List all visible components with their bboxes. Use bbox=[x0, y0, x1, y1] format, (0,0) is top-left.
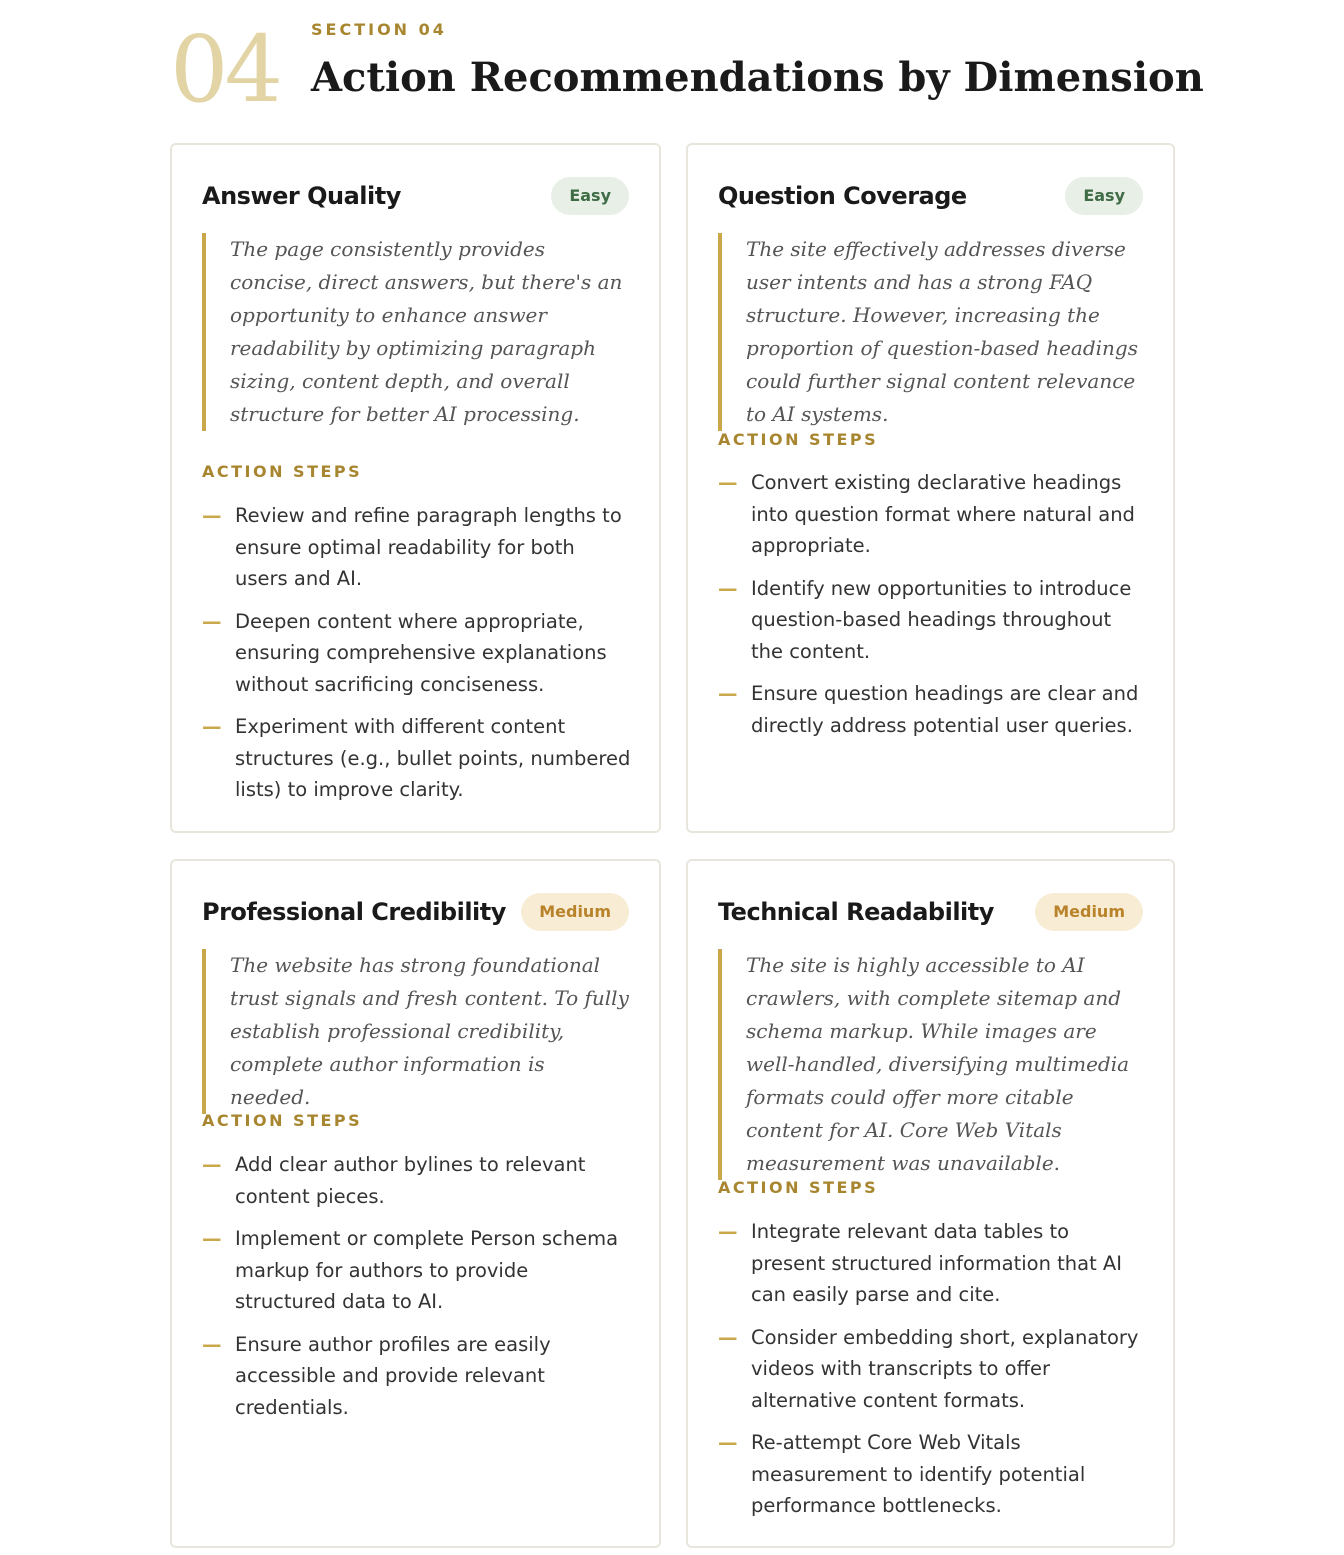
step-text: Implement or complete Person schema markup for authors to provide structured data to AI. bbox=[235, 1227, 619, 1313]
action-steps-label: ACTION STEPS bbox=[718, 430, 879, 449]
list-item bbox=[718, 678, 1147, 741]
section-eyebrow: SECTION 04 bbox=[311, 20, 447, 39]
list-item bbox=[718, 1216, 1147, 1311]
list-item bbox=[202, 1149, 633, 1212]
dash-icon: — bbox=[202, 504, 222, 527]
list-item bbox=[718, 1427, 1147, 1522]
card-technical-readability bbox=[686, 859, 1175, 1548]
card-header bbox=[718, 177, 1143, 215]
list-item bbox=[718, 1322, 1147, 1417]
page-title: Action Recommendations by Dimension bbox=[311, 54, 1204, 101]
dash-icon: — bbox=[202, 1153, 222, 1176]
dash-icon: — bbox=[718, 471, 738, 494]
dash-icon: — bbox=[718, 1431, 738, 1454]
list-item bbox=[718, 467, 1147, 562]
dash-icon: — bbox=[718, 1325, 738, 1349]
step-text: Re-attempt Core Web Vitals measurement to identify potential performance bottlenecks. bbox=[751, 1431, 1086, 1517]
card-answer-quality bbox=[170, 143, 661, 833]
card-professional-credibility bbox=[170, 859, 661, 1548]
step-text: Integrate relevant data tables to present structured information that AI can easily parse and cite. bbox=[751, 1220, 1123, 1306]
list-item bbox=[202, 1329, 633, 1424]
step-text: Add clear author bylines to relevant content pieces. bbox=[235, 1153, 586, 1208]
card-summary: The site is highly accessible to AI crawlers, with complete sitemap and schema markup. While images are well-handled, diversifying multimedia formats could offer more citable content for AI. Core Web Vitals measurement was unavailable. bbox=[718, 949, 1143, 1180]
dash-icon: — bbox=[202, 715, 222, 738]
difficulty-badge: Medium bbox=[1035, 893, 1143, 931]
list-item bbox=[202, 1223, 633, 1318]
card-header bbox=[202, 893, 629, 931]
dash-icon: — bbox=[202, 1227, 222, 1250]
card-title: Professional Credibility bbox=[202, 898, 506, 926]
list-item bbox=[202, 711, 633, 806]
difficulty-badge: Easy bbox=[1065, 177, 1143, 215]
dash-icon: — bbox=[718, 682, 738, 705]
section-header bbox=[170, 16, 1204, 123]
card-summary: The page consistently provides concise, direct answers, but there's an opportunity to enhance answer readability by optimizing paragraph sizing, content depth, and overall structure for better AI processing. bbox=[202, 233, 629, 431]
card-header bbox=[718, 893, 1143, 931]
dash-icon: — bbox=[718, 576, 738, 600]
card-header bbox=[202, 177, 629, 215]
dash-icon: — bbox=[718, 1220, 738, 1243]
step-text: Ensure question headings are clear and directly address potential user queries. bbox=[751, 682, 1139, 737]
step-text: Experiment with different content structures (e.g., bullet points, numbered lists) to improve clarity. bbox=[235, 715, 631, 801]
action-steps-list bbox=[202, 1149, 633, 1434]
step-text: Identify new opportunities to introduce question-based headings throughout the content. bbox=[751, 576, 1132, 663]
list-item bbox=[718, 573, 1147, 668]
card-summary: The site effectively addresses diverse user intents and has a strong FAQ structure. However, increasing the proportion of question-based headings could further signal content relevance to AI systems. bbox=[718, 233, 1143, 431]
action-steps-label: ACTION STEPS bbox=[202, 462, 363, 481]
action-steps-label: ACTION STEPS bbox=[202, 1111, 363, 1130]
difficulty-badge: Easy bbox=[551, 177, 629, 215]
step-text: Review and refine paragraph lengths to ensure optimal readability for both users and AI. bbox=[235, 504, 622, 590]
action-steps-list bbox=[202, 500, 633, 817]
card-question-coverage bbox=[686, 143, 1175, 833]
action-steps-label: ACTION STEPS bbox=[718, 1178, 879, 1197]
section-number: 04 bbox=[170, 16, 280, 123]
step-text: Ensure author profiles are easily accessible and provide relevant credentials. bbox=[235, 1332, 551, 1419]
card-title: Question Coverage bbox=[718, 182, 967, 210]
step-text: Convert existing declarative headings into question format where natural and appropriate. bbox=[751, 471, 1135, 557]
card-summary: The website has strong foundational trust signals and fresh content. To fully establish professional credibility, complete author information is needed. bbox=[202, 949, 629, 1114]
list-item bbox=[202, 500, 633, 595]
card-title: Technical Readability bbox=[718, 898, 994, 926]
step-text: Deepen content where appropriate, ensuring comprehensive explanations without sacrificing conciseness. bbox=[235, 609, 607, 696]
step-text: Consider embedding short, explanatory videos with transcripts to offer alternative content formats. bbox=[751, 1325, 1139, 1412]
action-steps-list bbox=[718, 1216, 1147, 1533]
dash-icon: — bbox=[202, 1332, 222, 1356]
dash-icon: — bbox=[202, 609, 222, 633]
card-title: Answer Quality bbox=[202, 182, 401, 210]
difficulty-badge: Medium bbox=[521, 893, 629, 931]
list-item bbox=[202, 606, 633, 701]
action-steps-list bbox=[718, 467, 1147, 752]
